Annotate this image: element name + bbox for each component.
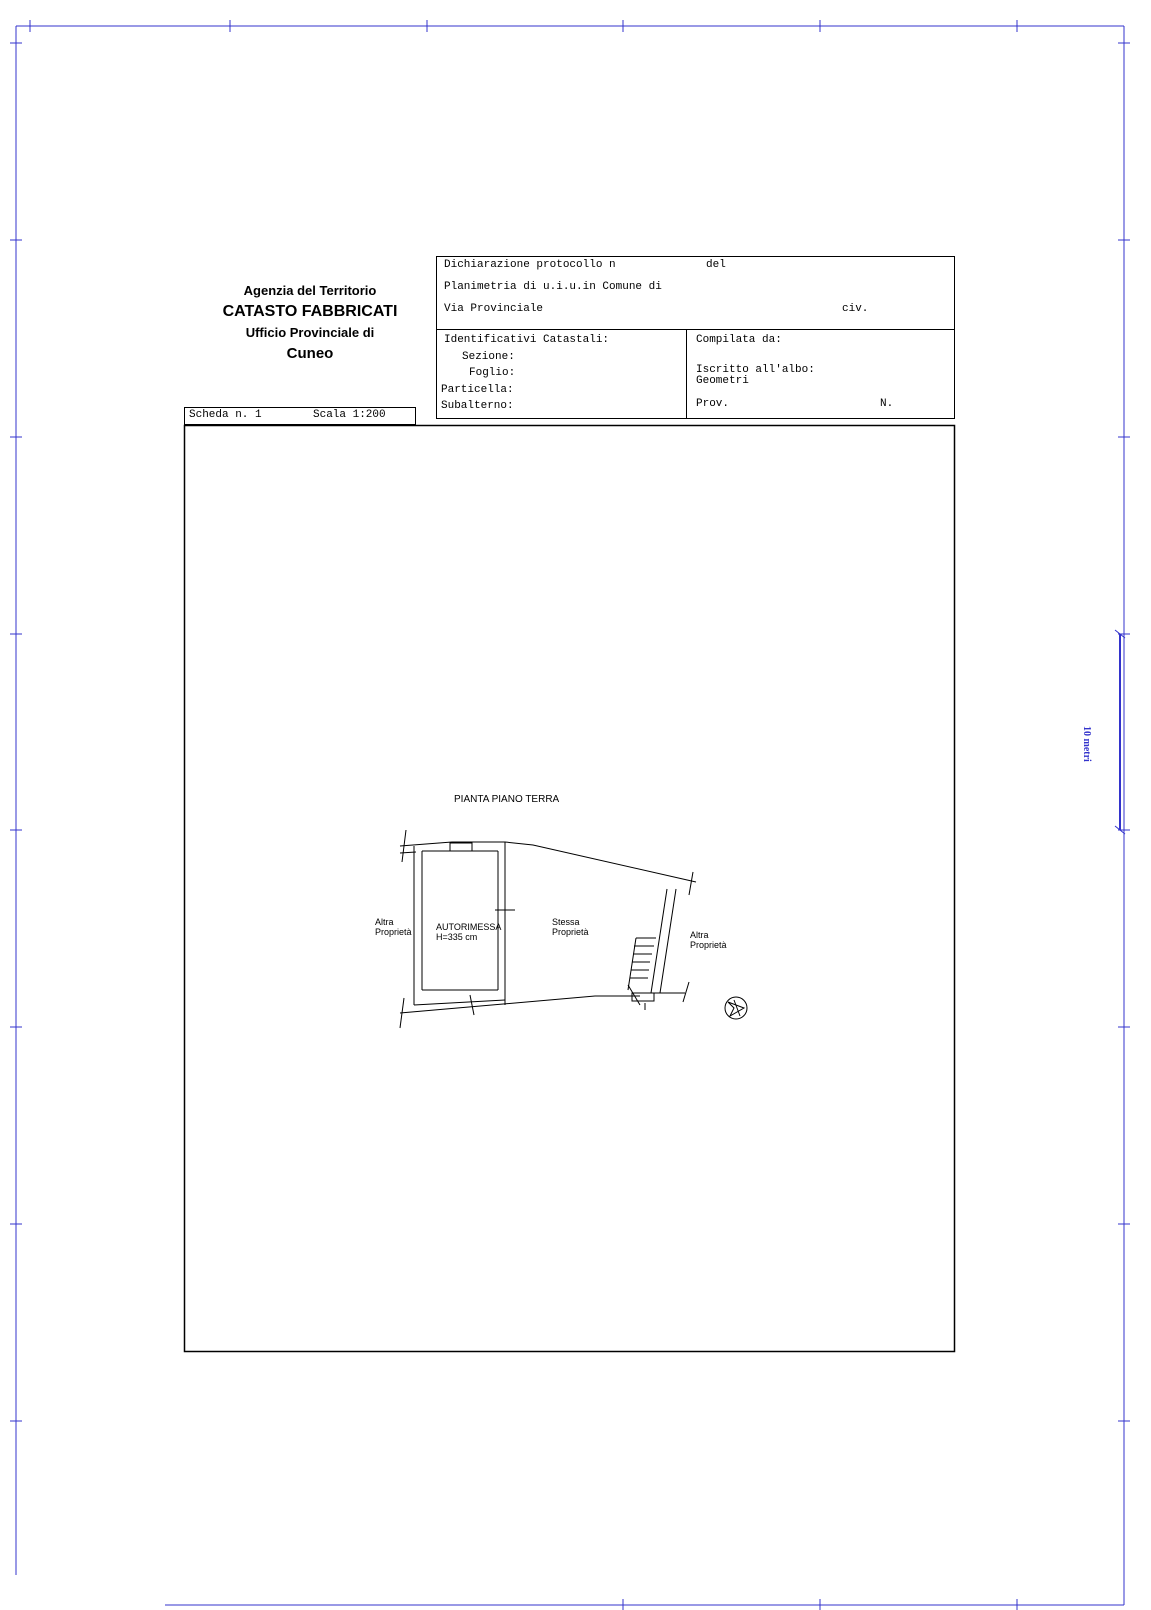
via-label: Via Provinciale (444, 303, 544, 315)
subalterno-label: Subalterno: (441, 400, 514, 412)
foglio-label: Foglio: (469, 367, 516, 379)
room-altra-right-line2: Proprietà (690, 940, 727, 950)
office-label: Ufficio Provinciale di (245, 325, 375, 340)
room-altra-left-line2: Proprietà (375, 927, 412, 937)
prov-label: Prov. (696, 398, 730, 410)
dichiarazione-label: Dichiarazione protocollo n (444, 259, 616, 271)
office-city: Cuneo (286, 345, 334, 362)
room-altra-right-line1: Altra (690, 930, 709, 940)
room-stessa (552, 917, 589, 937)
sezione-label: Sezione: (462, 351, 515, 363)
plan-title: PIANTA PIANO TERRA (454, 794, 560, 805)
room-altra-left (375, 917, 412, 937)
particella-label: Particella: (441, 384, 514, 396)
planimetria-label: Planimetria di u.i.u.in Comune di (444, 281, 662, 293)
room-altra-right (690, 930, 727, 950)
room-autorimessa-name: AUTORIMESSA (436, 922, 502, 932)
catasto-title: CATASTO FABBRICATI (222, 303, 398, 320)
geometri-label: Geometri (696, 375, 749, 387)
north-compass-icon (725, 997, 747, 1019)
agency-name: Agenzia del Territorio (243, 283, 377, 298)
scheda-label: Scheda n. 1 (189, 409, 262, 421)
iscritto-label: Iscritto all'albo: (696, 364, 815, 376)
room-stessa-line1: Stessa (552, 917, 580, 927)
civ-label: civ. (842, 303, 869, 315)
room-autorimessa-height: H=335 cm (436, 932, 478, 942)
scala-label: Scala 1:200 (313, 409, 386, 421)
identificativi-label: Identificativi Catastali: (444, 334, 610, 346)
compilata-label: Compilata da: (696, 334, 782, 346)
room-altra-left-line1: Altra (375, 917, 394, 927)
del-label: del (706, 259, 726, 271)
room-autorimessa (436, 922, 501, 942)
n-label: N. (880, 398, 894, 410)
room-stessa-line2: Proprietà (552, 927, 589, 937)
scale-bar-label: 10 metri (1081, 726, 1092, 762)
